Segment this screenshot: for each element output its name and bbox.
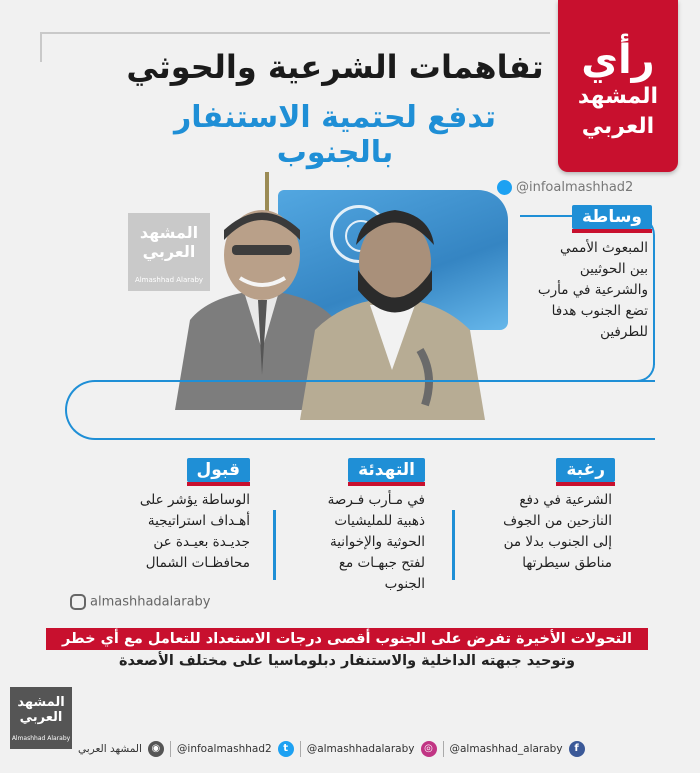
label-wasata: وساطة bbox=[572, 205, 652, 229]
text-line: والشرعية في مأرب bbox=[537, 282, 648, 298]
text-line: النازحين من الجوف bbox=[503, 513, 612, 529]
footer-separator bbox=[170, 741, 171, 757]
instagram-icon bbox=[70, 594, 86, 610]
text-line: الشرعية في دفع bbox=[519, 492, 612, 508]
web-icon: ◉ bbox=[148, 741, 164, 757]
text-line: لفتح جبهـات مع bbox=[338, 555, 425, 571]
divider-left bbox=[273, 510, 276, 580]
footer-facebook[interactable]: @almashhad_alaraby bbox=[449, 743, 563, 755]
text-line: الحوثية والإخوانية bbox=[329, 534, 425, 550]
footer-site[interactable]: المشهد العربي bbox=[78, 743, 142, 755]
text-line: الجنوب bbox=[384, 576, 425, 592]
text-line: المبعوث الأممي bbox=[560, 240, 648, 256]
headline: تفاهمات الشرعية والحوثي bbox=[126, 48, 544, 86]
highlight-banner: التحولات الأخيرة تفرض على الجنوب أقصى درجات الاستعداد للتعامل مع أي خطر bbox=[46, 628, 648, 650]
frame-left-line bbox=[40, 32, 42, 62]
label-tahdia: التهدئة bbox=[348, 458, 425, 482]
instagram-inline bbox=[70, 594, 210, 610]
twitter-icon: t bbox=[278, 741, 294, 757]
watermark-logo bbox=[128, 213, 210, 291]
twitter-handle-text: @infoalmashhad2 bbox=[516, 180, 634, 195]
text-tahdia bbox=[285, 490, 425, 595]
badge-word: رأي bbox=[581, 37, 655, 83]
facebook-icon: f bbox=[569, 741, 585, 757]
watermark-line1: المشهد bbox=[139, 223, 199, 242]
instagram-inline-text: almashhadalaraby bbox=[90, 594, 211, 610]
text-line: جديـدة بعيـدة عن bbox=[153, 534, 250, 550]
opinion-badge bbox=[558, 0, 678, 172]
text-line: للطرفين bbox=[600, 324, 648, 340]
divider-right bbox=[452, 510, 455, 580]
text-line: محافظـات الشمال bbox=[145, 555, 250, 571]
text-line: في مـأرب فـرصة bbox=[327, 492, 425, 508]
text-line: الوساطة يؤشر على bbox=[139, 492, 250, 508]
connector-middle bbox=[65, 380, 655, 440]
watermark-line2: العربي bbox=[142, 242, 196, 261]
text-wasata bbox=[488, 238, 648, 343]
subheadline: تدفع لحتمية الاستنفار بالجنوب bbox=[173, 100, 497, 170]
text-line: أهـداف استراتيجية bbox=[147, 513, 250, 529]
twitter-icon bbox=[497, 180, 512, 195]
instagram-icon: ◎ bbox=[421, 741, 437, 757]
watermark-small: Almashhad Alaraby bbox=[134, 276, 204, 284]
text-qabool bbox=[100, 490, 250, 574]
footer-twitter[interactable]: @infoalmashhad2 bbox=[176, 743, 272, 755]
text-raghba bbox=[447, 490, 612, 574]
footer-separator bbox=[300, 741, 301, 757]
text-line: إلى الجنوب بدلا من bbox=[503, 534, 612, 550]
logo-small: Almashhad Alaraby bbox=[11, 735, 71, 742]
text-line: بين الحوثيين bbox=[579, 261, 648, 277]
conclusion-line: وتوحيد جبهته الداخلية والاستنفار دبلوماسيا على مختلف الأصعدة bbox=[118, 653, 576, 669]
badge-brand-line2: العربي bbox=[581, 114, 655, 139]
social-footer bbox=[78, 737, 698, 761]
footer-separator bbox=[443, 741, 444, 757]
text-line: تضع الجنوب هدفا bbox=[551, 303, 648, 319]
frame-top-line bbox=[40, 32, 550, 34]
twitter-handle bbox=[497, 180, 633, 195]
brand-logo bbox=[10, 687, 72, 749]
logo-line1: المشهد bbox=[17, 695, 65, 710]
connector-top-right-drop bbox=[637, 340, 655, 382]
badge-brand-line1: المشهد bbox=[577, 84, 659, 109]
label-qabool: قبول bbox=[187, 458, 250, 482]
text-line: ذهبية للمليشيات bbox=[334, 513, 425, 529]
text-line: مناطق سيطرتها bbox=[522, 555, 612, 571]
label-raghba: رغبة bbox=[556, 458, 615, 482]
footer-instagram[interactable]: @almashhadalaraby bbox=[306, 743, 415, 755]
logo-line2: العربي bbox=[19, 710, 63, 725]
